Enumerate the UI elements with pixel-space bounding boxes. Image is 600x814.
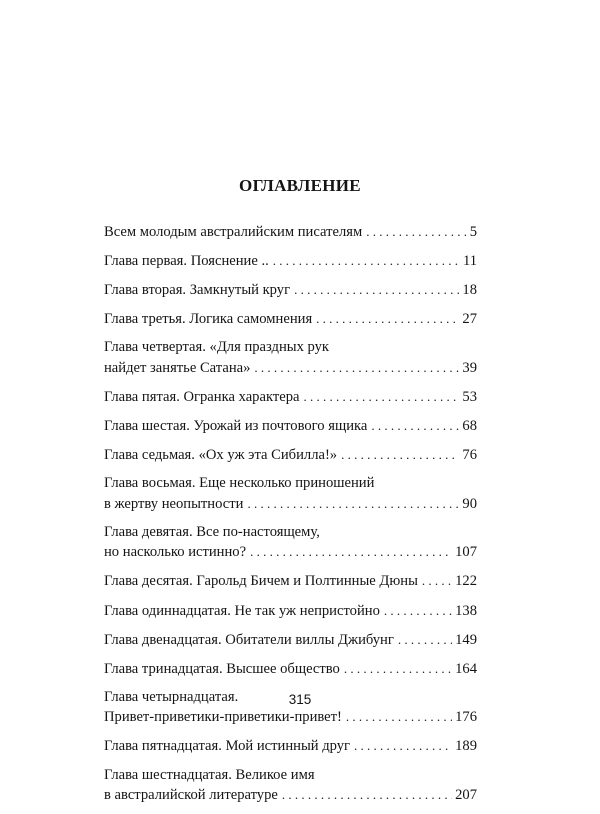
toc-entry-page: 68 — [462, 418, 477, 435]
dot-leader — [371, 416, 459, 436]
toc-entry-title: Глава пятая. Огранка характера — [104, 388, 300, 405]
toc-entry-title-continued: найдет занятье Сатана» — [104, 359, 251, 376]
toc-entry-title: Глава шестая. Урожай из почтового ящика — [104, 418, 368, 435]
toc-entry-page: 18 — [462, 282, 477, 299]
toc-entry — [104, 630, 477, 651]
toc-entry — [104, 387, 477, 408]
toc-entry — [104, 251, 477, 272]
dot-leader — [384, 601, 452, 621]
toc-entry-page: 27 — [462, 311, 477, 328]
dot-leader — [354, 736, 452, 756]
dot-leader — [341, 445, 459, 465]
toc-entry-title: Глава одиннадцатая. Не так уж непристойно — [104, 602, 380, 619]
dot-leader — [250, 542, 452, 562]
dot-leader — [303, 387, 459, 407]
dot-leader — [294, 280, 459, 300]
toc-entry-page: 90 — [462, 495, 477, 512]
toc-entry-title: Глава тринадцатая. Высшее общество — [104, 660, 340, 677]
toc-entry — [104, 736, 477, 757]
toc-entry-page: 176 — [455, 709, 477, 726]
toc-entry — [104, 280, 477, 301]
toc-entry-title: Глава четырнадцатая. — [104, 688, 239, 705]
dot-leader — [247, 494, 459, 514]
toc-entry-page: 107 — [455, 544, 477, 561]
toc-entry-title: Всем молодым австралийским писателям — [104, 224, 363, 240]
toc-entry-page: 39 — [462, 359, 477, 376]
toc-entry — [104, 523, 477, 563]
toc-entry-title: Глава двенадцатая. Обитатели виллы Джибунг — [104, 631, 394, 648]
toc-entry-page: 138 — [455, 602, 477, 619]
toc-entry-page: 189 — [455, 738, 477, 755]
toc-entry — [104, 222, 477, 243]
page-number: 315 — [288, 692, 312, 707]
toc-entry-page: 207 — [455, 787, 477, 803]
toc-entry-page: 122 — [455, 573, 477, 590]
dot-leader — [273, 251, 460, 271]
toc-entry — [104, 571, 477, 592]
toc-entry-page: 11 — [462, 253, 477, 270]
toc-entry-page: 149 — [455, 631, 477, 648]
toc-entry-page: 53 — [462, 388, 477, 405]
toc-entry — [104, 601, 477, 622]
toc-entry-title-continued: но насколько истинно? — [104, 544, 247, 561]
toc-entry-title: Глава шестнадцатая. Великое имя — [104, 766, 315, 783]
toc-entry-title-continued: Привет-приветики-приветики-привет! — [104, 709, 342, 726]
table-of-contents — [104, 222, 477, 814]
toc-entry-title: Глава пятнадцатая. Мой истинный друг — [104, 738, 351, 755]
dot-leader — [422, 571, 452, 591]
dot-leader — [316, 309, 459, 329]
dot-leader — [254, 358, 459, 378]
toc-entry — [104, 659, 477, 680]
toc-entry — [104, 416, 477, 437]
toc-entry — [104, 766, 477, 806]
toc-entry-page: 164 — [455, 660, 477, 677]
toc-heading: ОГЛАВЛЕНИЕ — [239, 176, 361, 195]
dot-leader — [282, 785, 452, 805]
toc-entry — [104, 309, 477, 330]
toc-entry-title: Глава первая. Пояснение .. — [104, 253, 269, 270]
toc-entry-page: 76 — [462, 447, 477, 464]
toc-entry — [104, 474, 477, 514]
dot-leader — [344, 659, 452, 679]
toc-entry-title: Глава восьмая. Еще несколько приношений — [104, 475, 375, 492]
toc-entry-title: Глава четвертая. «Для праздных рук — [104, 339, 330, 356]
toc-entry-title: Глава десятая. Гарольд Бичем и Полтинные Дюны — [104, 573, 418, 590]
toc-entry-page: 5 — [469, 224, 477, 240]
dot-leader — [346, 707, 452, 727]
dot-leader — [366, 222, 466, 242]
toc-entry-title: Глава девятая. Все по-настоящему, — [104, 523, 320, 540]
toc-entry-title: Глава седьмая. «Ох уж эта Сибилла!» — [104, 447, 338, 464]
toc-entry-title: Глава третья. Логика самомнения — [104, 311, 313, 328]
toc-entry-title: Глава вторая. Замкнутый круг — [104, 282, 291, 299]
toc-entry-title-continued: в жертву неопытности — [104, 495, 244, 512]
toc-entry — [104, 338, 477, 378]
dot-leader — [398, 630, 452, 650]
toc-entry-title-continued: в австралийской литературе — [104, 787, 278, 803]
toc-entry — [104, 445, 477, 466]
